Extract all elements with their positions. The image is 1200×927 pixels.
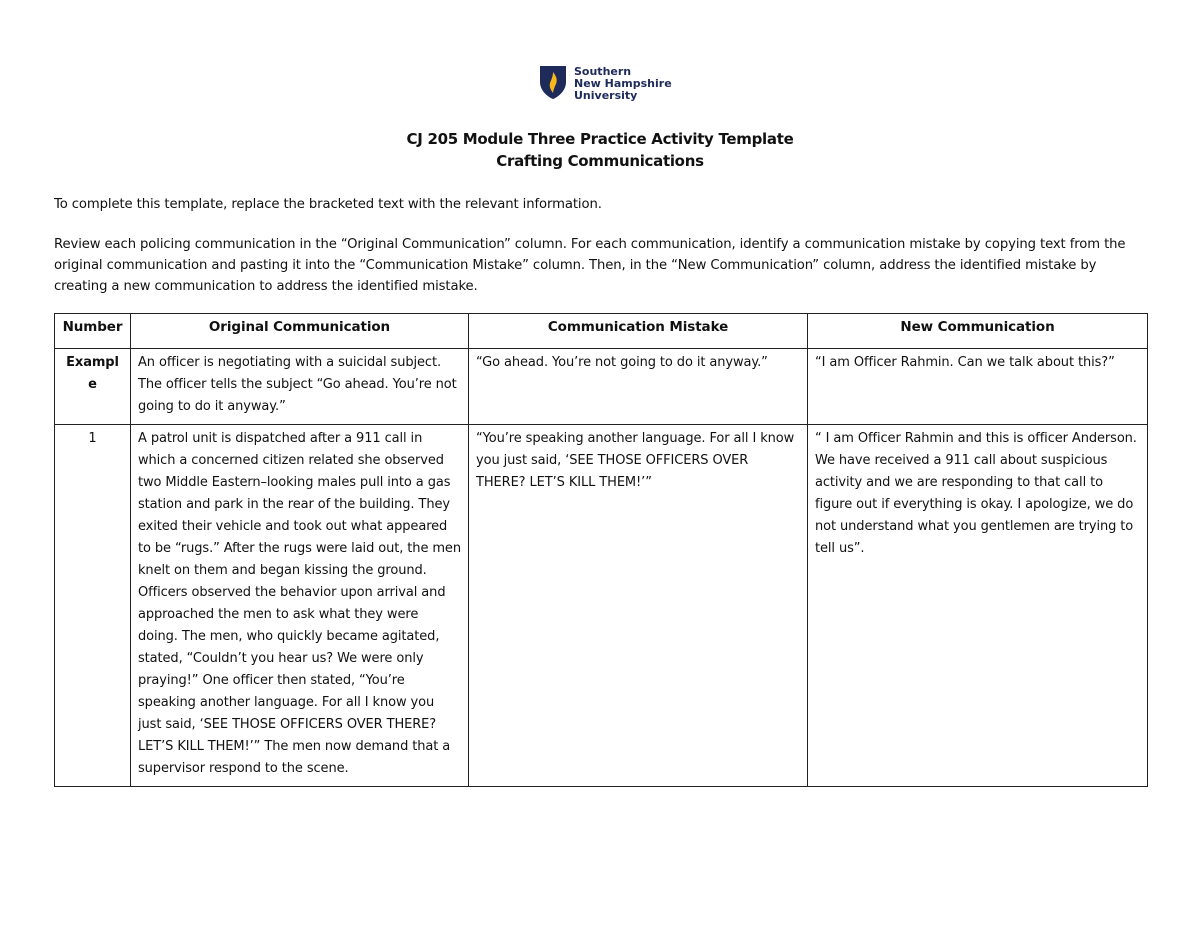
logo-line-1: Southern <box>574 65 632 78</box>
logo-wordmark <box>574 66 672 102</box>
logo-line-2: New Hampshire <box>574 77 672 90</box>
communication-mistake-cell: “You’re speaking another language. For all I know you just said, ‘SEE THOSE OFFICERS OVER THERE? LET’S KILL THEM!’” <box>469 425 808 787</box>
instruction-paragraph-1: To complete this template, replace the bracketed text with the relevant information. <box>54 197 602 212</box>
header-number: Number <box>55 314 131 349</box>
document-title: CJ 205 Module Three Practice Activity Template <box>406 130 794 148</box>
shield-icon <box>538 64 568 100</box>
new-communication-cell: “I am Officer Rahmin. Can we talk about this?” <box>808 349 1148 425</box>
table-row <box>55 349 1148 425</box>
header-communication-mistake: Communication Mistake <box>469 314 808 349</box>
new-communication-cell: “ I am Officer Rahmin and this is officer Anderson. We have received a 911 call about suspicious activity and we are responding to that call to figure out if everything is okay. I apologize, we do not understand what you gentlemen are trying to tell us”. <box>808 425 1148 787</box>
header-new-communication: New Communication <box>808 314 1148 349</box>
communications-table <box>54 313 1148 787</box>
communication-mistake-cell: “Go ahead. You’re not going to do it anyway.” <box>469 349 808 425</box>
document-subtitle: Crafting Communications <box>496 152 704 170</box>
logo-line-3: University <box>574 89 638 102</box>
row-number: Exampl e <box>55 349 131 425</box>
original-communication-cell: A patrol unit is dispatched after a 911 call in which a concerned citizen related she observed two Middle Eastern–looking males pull into a gas station and park in the rear of the building. They exited their vehicle and took out what appeared to be “rugs.” After the rugs were laid out, the men knelt on them and began kissing the ground. Officers observed the behavior upon arrival and approached the men to ask what they were doing. The men, who quickly became agitated, stated, “Couldn’t you hear us? We were only praying!” One officer then stated, “You’re speaking another language. For all I know you just said, ‘SEE THOSE OFFICERS OVER THERE? LET’S KILL THEM!’” The men now demand that a supervisor respond to the scene. <box>131 425 469 787</box>
university-logo <box>538 64 672 104</box>
original-communication-cell: An officer is negotiating with a suicidal subject. The officer tells the subject “Go ahead. You’re not going to do it anyway.” <box>131 349 469 425</box>
row-number: 1 <box>55 425 131 787</box>
table-header-row <box>55 314 1148 349</box>
table-row <box>55 425 1148 787</box>
instruction-paragraph-2: Review each policing communication in the “Original Communication” column. For each communication, identify a communication mistake by copying text from the original communication and pasting it into the “Communication Mistake” column. Then, in the “New Communication” column, address the identified mistake by creating a new communication to address the identified mistake. <box>54 237 1126 294</box>
header-original-communication: Original Communication <box>131 314 469 349</box>
